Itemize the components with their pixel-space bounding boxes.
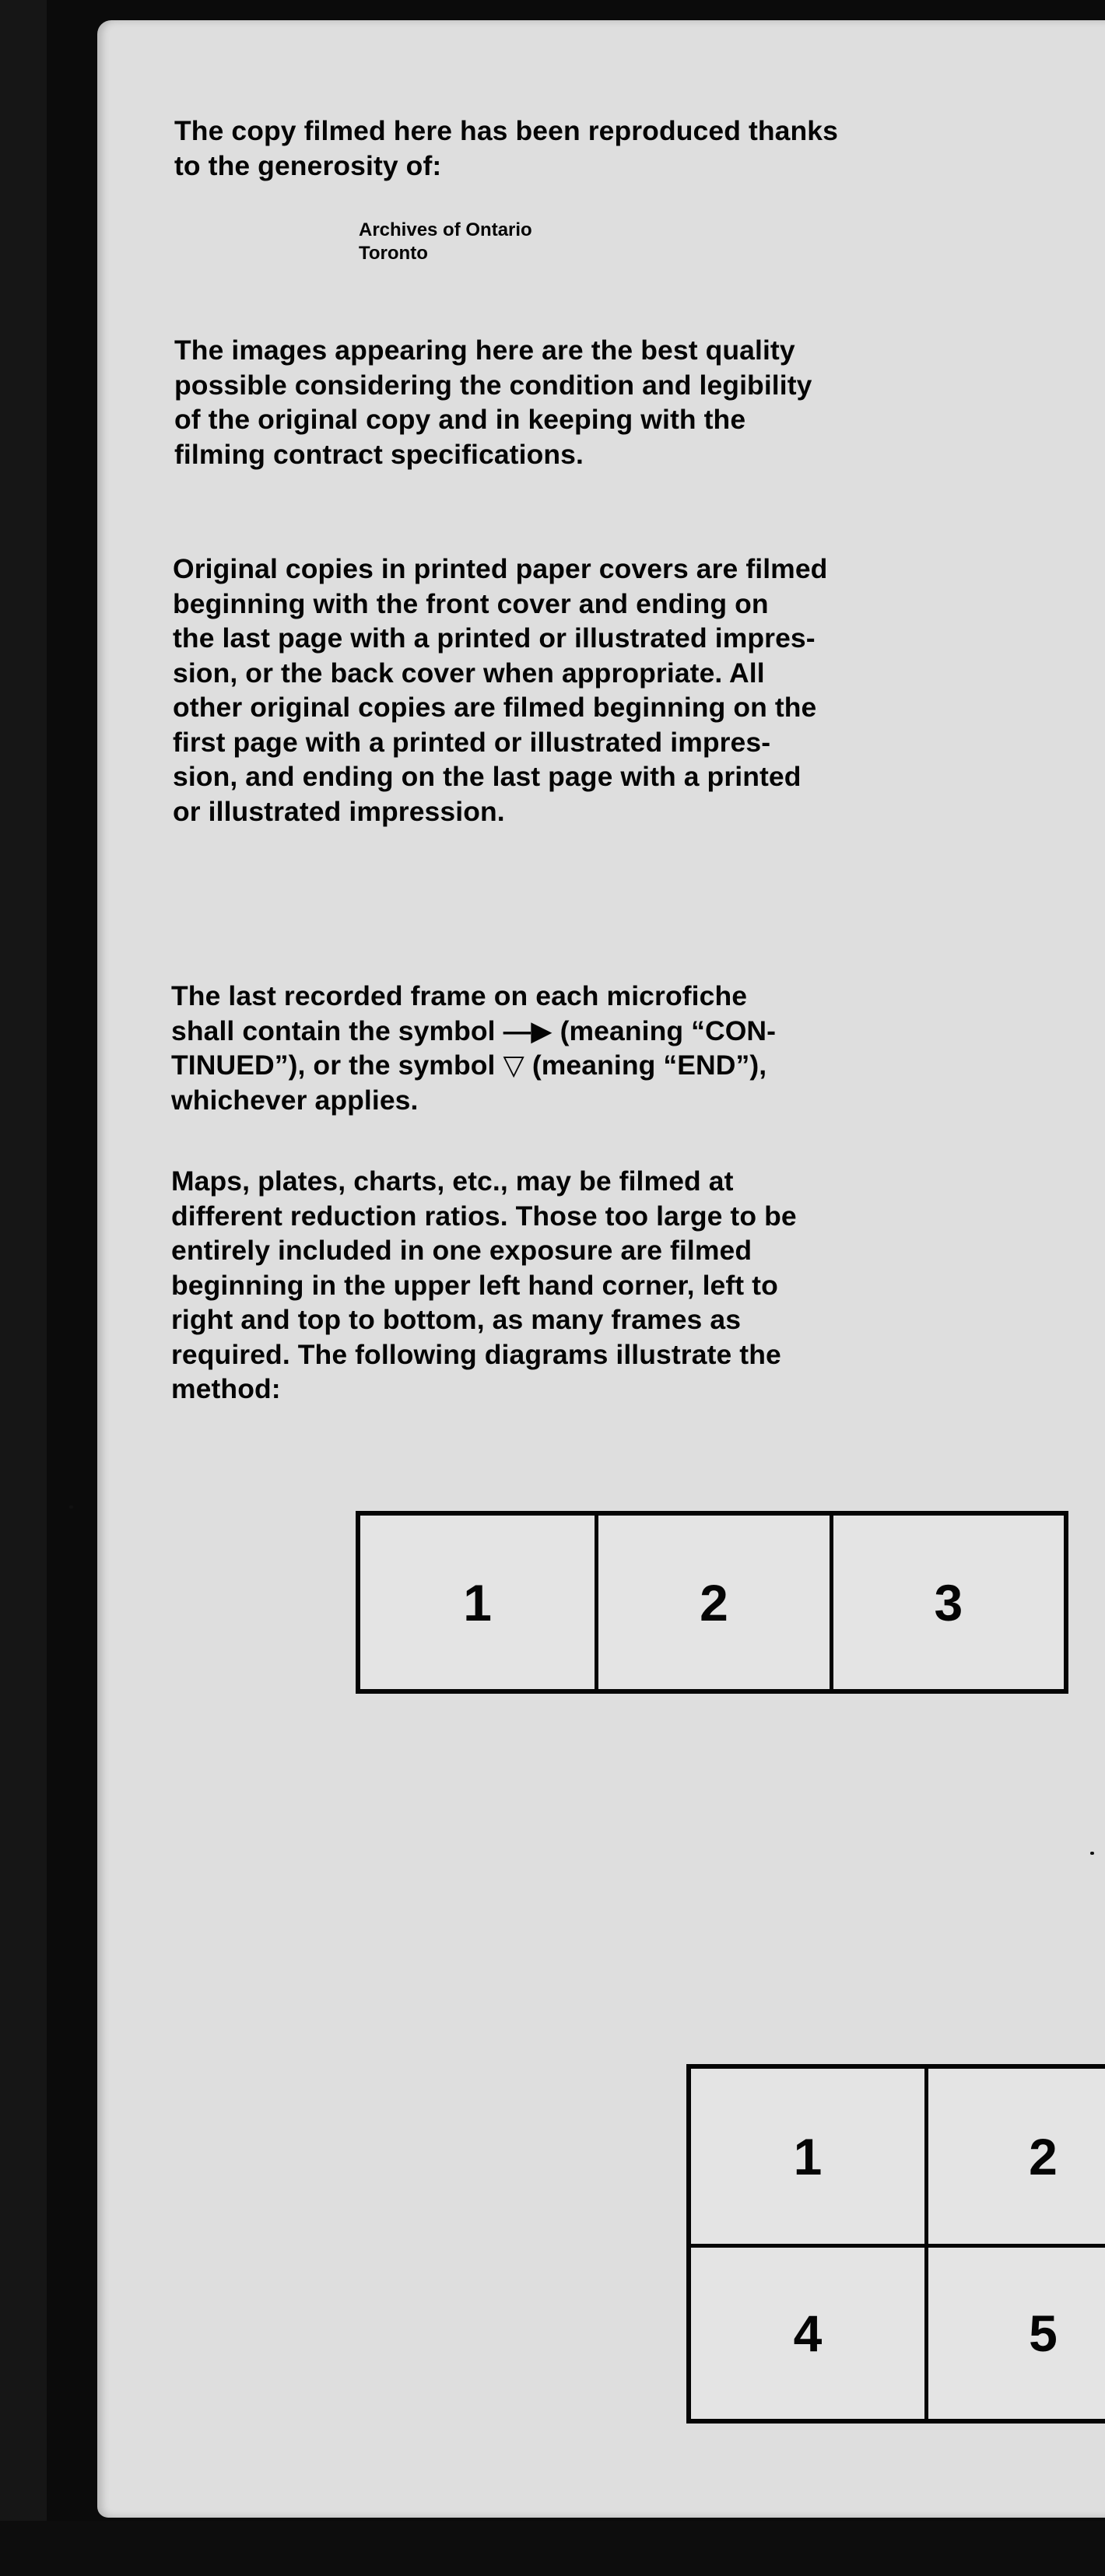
frame-cell: 5	[924, 2244, 1105, 2419]
frame-cell: 2	[924, 2069, 1105, 2244]
frame-cell: 3	[830, 1516, 1064, 1689]
quality-paragraph: The images appearing here are the best quality possible considering the condition and legibility of the original copy and in keeping with the filming contract specifications.	[174, 335, 812, 470]
frame-diagram-row	[356, 1511, 1068, 1694]
institution-name: Archives of Ontario	[359, 219, 532, 240]
frame-diagram-grid	[686, 2064, 1105, 2424]
frame-cell: 1	[463, 1573, 493, 1631]
scanner-bottom-edge	[0, 2521, 1105, 2576]
original-copies-paragraph: Original copies in printed paper covers are filmed beginning with the front cover and ending on the last page with a printed or illustrated impres- sion, or the back cover when appropriate. All other original copies are filmed beginning on the first page with a printed or illustrated impres- sion, and ending on the last page with a printed or illustrated impression.	[173, 553, 828, 827]
frame-cell: 2	[595, 1516, 829, 1689]
scan-speck	[1090, 1852, 1094, 1855]
frame-cell: 1	[793, 2127, 823, 2185]
scan-speck	[69, 1505, 73, 1509]
maps-paragraph: Maps, plates, charts, etc., may be filmed at different reduction ratios. Those too large to be entirely included in one exposure are filmed beginning in the upper left hand corner, left to right and top to bottom, as many frames as required. The following diagrams illustrate the method:	[171, 1165, 797, 1404]
institution-city: Toronto	[359, 243, 428, 264]
scanner-left-edge	[0, 0, 47, 2576]
symbols-paragraph: The last recorded frame on each microfiche shall contain the symbol —▶ (meaning “CON- TINUED”), or the symbol ▽ (meaning “END”), whichever applies.	[171, 980, 777, 1116]
credit-intro: The copy filmed here has been reproduced thanks to the generosity of:	[174, 115, 838, 181]
frame-cell: 4	[691, 2244, 924, 2419]
